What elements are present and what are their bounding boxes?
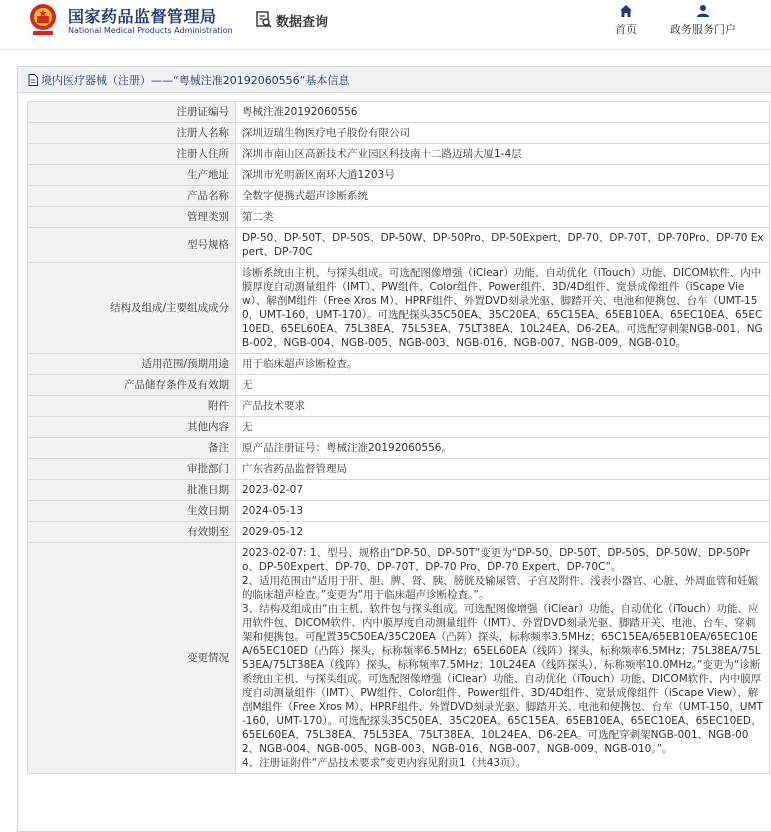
site-header [0, 0, 771, 50]
field-value: 第二类 [236, 207, 770, 228]
table-row [28, 396, 770, 417]
table-row [28, 263, 770, 354]
table-row [28, 543, 770, 774]
table-row [28, 207, 770, 228]
field-label: 注册人住所 [28, 144, 236, 165]
table-row [28, 375, 770, 396]
nav-home[interactable] [615, 4, 637, 37]
field-value: 深圳市光明新区南环大道1203号 [236, 165, 770, 186]
table-row [28, 501, 770, 522]
field-label: 批准日期 [28, 480, 236, 501]
table-row [28, 522, 770, 543]
data-query-label: 数据查询 [276, 14, 329, 30]
field-value: 深圳迈瑞生物医疗电子股份有限公司 [236, 123, 770, 144]
field-label: 产品名称 [28, 186, 236, 207]
table-row [28, 144, 770, 165]
home-icon [619, 4, 633, 18]
nav-service-portal-label: 政务服务门户 [670, 23, 736, 36]
field-value: 2029-05-12 [236, 522, 770, 543]
nav-service-portal[interactable] [670, 4, 736, 37]
field-value: 产品技术要求 [236, 396, 770, 417]
table-row [28, 480, 770, 501]
field-label: 型号规格 [28, 228, 236, 263]
table-row [28, 123, 770, 144]
org-name-en: National Medical Products Administration [68, 26, 233, 35]
data-query-link[interactable] [256, 10, 328, 30]
table-row [28, 228, 770, 263]
document-search-icon [256, 11, 272, 29]
field-label: 结构及组成/主要组成成分 [28, 263, 236, 354]
field-value: 用于临床超声诊断检查。 [236, 354, 770, 375]
field-value: DP-50、DP-50T、DP-50S、DP-50W、DP-50Pro、DP-50Expert、DP-70、DP-70T、DP-70Pro、DP-70 Expert、DP-70C [236, 228, 770, 263]
table-row [28, 102, 770, 123]
field-label: 注册证编号 [28, 102, 236, 123]
field-value: 无 [236, 417, 770, 438]
registration-info-table [27, 101, 770, 774]
field-label: 附件 [28, 396, 236, 417]
field-label: 适用范围/预期用途 [28, 354, 236, 375]
org-name-cn[interactable]: 国家药品监督管理局 [68, 7, 217, 26]
field-label: 生效日期 [28, 501, 236, 522]
table-row [28, 417, 770, 438]
field-label: 生产地址 [28, 165, 236, 186]
field-label: 审批部门 [28, 459, 236, 480]
field-value: 全数字便携式超声诊断系统 [236, 186, 770, 207]
field-value: 广东省药品监督管理局 [236, 459, 770, 480]
field-value: 无 [236, 375, 770, 396]
table-row [28, 438, 770, 459]
national-emblem-icon[interactable] [28, 2, 58, 38]
field-label: 其他内容 [28, 417, 236, 438]
detail-panel [17, 66, 771, 832]
field-value: 2023-02-07 [236, 480, 770, 501]
panel-header [18, 67, 771, 93]
document-icon [28, 74, 38, 86]
user-icon [696, 4, 710, 18]
field-value: 2024-05-13 [236, 501, 770, 522]
field-label: 管理类别 [28, 207, 236, 228]
field-label: 变更情况 [28, 543, 236, 774]
field-value: 深圳市南山区高新技术产业园区科技南十二路迈瑞大厦1-4层 [236, 144, 770, 165]
breadcrumb: 境内医疗器械（注册）——“粤械注准20192060556”基本信息 [41, 73, 350, 87]
table-row [28, 459, 770, 480]
field-label: 有效期至 [28, 522, 236, 543]
field-label: 备注 [28, 438, 236, 459]
field-label: 产品储存条件及有效期 [28, 375, 236, 396]
field-value: 2023-02-07: 1、型号、规格由“DP-50、DP-50T”变更为“DP-50、DP-50T、DP-50S、DP-50W、DP-50Pro、DP-50Expert、DP-70、DP-70T、DP-70 Pro、DP-70 Expert、DP-70C”。 2、适用范围由“适用于肝、胆、脾、肾、胰、膀胱及输尿管、子宫及附件、浅表小器官、心脏、外周血管和妊娠的临床超声检查。”变更为“用于临床超声诊断检查。”。 3、结构及组成由“由主机、软件包与探头组成。可选配图像增强（iClear）功能、自动优化（iTouch）功能、应用软件包、DICOM软件、内中膜厚度自动测量组件（IMT）、外置DVD刻录光驱、脚踏开关、电池、台车、穿刺架和便携包。可配置35C50EA/35C20EA（凸阵）探头，标称频率3.5MHz；65C15EA/65EB10EA/65EC10EA/65EC10ED（凸阵）探头，标称频率6.5MHz；65EL60EA（线阵）探头，标称频率6.5MHz；75L38EA/75L53EA/75LT38EA（线阵）探头，标称频率7.5MHz；10L24EA（线阵探头），标称频率10.0MHz。”变更为“诊断系统由主机、与探头组成。可选配图像增强（iClear）功能、自动优化（iTouch）功能、DICOM软件、内中膜厚度自动测量组件（IMT）、PW组件、Color组件、Power组件、3D/4D组件、宽景成像组件（iScape View）、解剖M组件（Free Xros M）、HPRF组件、外置DVD刻录光驱、脚踏开关、电池和便携包、台车（UMT-150，UMT-160，UMT-170）。可选配探头35C50EA、35C20EA、65C15EA、65EB10EA、65EC10EA、65EC10ED、65EL60EA、75L38EA、75L53EA、75LT38EA、10L24EA、D6-2EA。可选配穿刺架NGB-001、NGB-002、NGB-004、NGB-005、NGB-003、NGB-016、NGB-007、NGB-009、NGB-010。”。 4、注册证附件“产品技术要求”变更内容见附页1（共43页）。 [236, 543, 770, 774]
field-label: 注册人名称 [28, 123, 236, 144]
table-row [28, 354, 770, 375]
field-value: 原产品注册证号：粤械注准20192060556。 [236, 438, 770, 459]
field-value: 诊断系统由主机、与探头组成。可选配图像增强（iClear）功能、自动优化（iTouch）功能、DICOM软件、内中膜厚度自动测量组件（IMT）、PW组件、Color组件、Power组件、3D/4D组件、宽景成像组件（iScape View）、解剖M组件（Free Xros M）、HPRF组件、外置DVD刻录光驱、脚踏开关、电池和便携包、台车（UMT-150，UMT-160，UMT-170）。可选配探头35C50EA、35C20EA、65C15EA、65EB10EA、65EC10EA、65EC10ED、65EL60EA、75L38EA、75L53EA、75LT38EA、10L24EA、D6-2EA。可选配穿刺架NGB-001、NGB-002、NGB-004、NGB-005、NGB-003、NGB-016、NGB-007、NGB-009、NGB-010。 [236, 263, 770, 354]
nav-home-label: 首页 [615, 23, 637, 36]
field-value: 粤械注准20192060556 [236, 102, 770, 123]
table-row [28, 186, 770, 207]
table-row [28, 165, 770, 186]
